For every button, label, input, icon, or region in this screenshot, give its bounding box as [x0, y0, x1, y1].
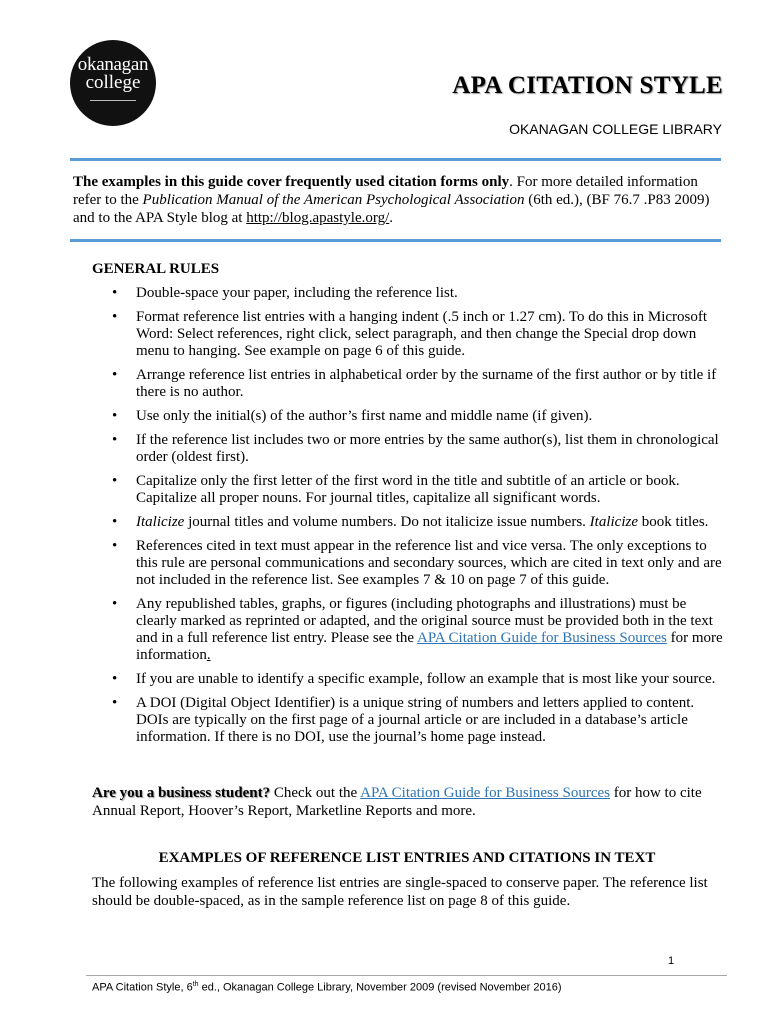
- intro-bold: The examples in this guide cover frequently used citation forms only: [73, 174, 510, 190]
- page-number: 1: [668, 955, 675, 967]
- general-rules-heading: GENERAL RULES: [92, 261, 220, 277]
- logo-line-2: college: [85, 72, 141, 93]
- logo-rule: [90, 100, 136, 101]
- rule-text: Format reference list entries with a hanging indent (.5 inch or 1.27 cm). To do this in Microsoft Word: Select references, right click, select paragraph, and then change the Special drop down menu to hanging. See example on page 6 of this guide.: [136, 309, 708, 359]
- okanagan-college-logo: [70, 40, 156, 126]
- list-item: [92, 432, 730, 466]
- footer-superscript: th: [192, 981, 199, 988]
- rule-text: A DOI (Digital Object Identifier) is a unique string of numbers and letters applied to content. DOIs are typically on the first page of a journal article or are included in a database’s article information. If there is no DOI, use the journal’s home page instead.: [136, 695, 695, 745]
- rule-text: If you are unable to identify a specific example, follow an example that is most like your source.: [136, 671, 716, 687]
- document-subtitle: OKANAGAN COLLEGE LIBRARY: [509, 121, 722, 137]
- business-guide-link[interactable]: APA Citation Guide for Business Sources: [417, 630, 667, 646]
- footer-divider: [86, 975, 727, 976]
- examples-heading: EXAMPLES OF REFERENCE LIST ENTRIES AND CITATIONS IN TEXT: [158, 850, 656, 866]
- list-item: [92, 367, 730, 401]
- list-item: [92, 538, 730, 589]
- business-student-note: [92, 784, 722, 820]
- intro-text-2: (6th ed.), (BF 76.7 .P83 2009) and to the APA Style blog at: [73, 192, 710, 226]
- rule-text: for more information: [136, 630, 723, 663]
- document-title: APA CITATION STYLE: [452, 72, 723, 99]
- rule-text: If the reference list includes two or more entries by the same author(s), list them in chronological order (oldest first).: [136, 432, 719, 465]
- intro-paragraph: [73, 173, 723, 227]
- general-rules-list: [92, 285, 730, 753]
- rule-text: book titles.: [638, 514, 709, 530]
- rule-text: Capitalize only the first letter of the first word in the title and subtitle of an article or book. Capitalize all proper nouns. For journal titles, capitalize all significant words.: [136, 473, 680, 506]
- apastyle-blog-link[interactable]: http://blog.apastyle.org/: [246, 210, 390, 226]
- trailing-period-link[interactable]: .: [206, 647, 211, 663]
- rule-text: Any republished tables, graphs, or figures (including photographs and illustrations) must be clearly marked as reprinted or adapted, and the original source must be provided both in the text and in a full reference list entry. Please see the: [136, 596, 713, 646]
- list-item: [92, 309, 730, 360]
- rule-text: journal titles and volume numbers. Do not italicize issue numbers.: [184, 514, 590, 530]
- italicize-word: Italicize: [589, 514, 638, 530]
- rule-text: Use only the initial(s) of the author’s first name and middle name (if given).: [136, 408, 593, 424]
- business-text-2: for how to cite Annual Report, Hoover’s Report, Marketline Reports and more.: [92, 785, 702, 819]
- business-lead: Are you a business student?: [92, 785, 271, 801]
- top-divider: [70, 158, 721, 161]
- footer-text-2: ed., Okanagan College Library, November 2009 (revised November 2016): [198, 981, 562, 994]
- list-item: [92, 285, 730, 302]
- list-item: [92, 671, 730, 688]
- rule-text: References cited in text must appear in the reference list and vice versa. The only exceptions to this rule are personal communications and secondary sources, which are cited in text only and are not included in the reference list. See examples 7 & 10 on page 7 of this guide.: [136, 538, 722, 588]
- business-guide-link[interactable]: APA Citation Guide for Business Sources: [360, 785, 610, 801]
- list-item: [92, 408, 730, 425]
- italicize-word: Italicize: [136, 514, 185, 530]
- page-footer: [92, 981, 562, 994]
- logo-line-1: okanagan: [77, 54, 149, 75]
- footer-text-1: APA Citation Style, 6: [92, 981, 193, 994]
- examples-paragraph: The following examples of reference list entries are single-spaced to conserve paper. The reference list should be double-spaced, as in the sample reference list on page 8 of this guide.: [92, 875, 708, 909]
- business-text-1: Check out the: [270, 785, 361, 801]
- list-item: [92, 695, 730, 746]
- intro-italic-title: Publication Manual of the American Psychological Association: [142, 192, 525, 208]
- intro-divider: [70, 239, 721, 242]
- list-item: [92, 473, 730, 507]
- rule-text: Double-space your paper, including the reference list.: [136, 285, 458, 301]
- list-item: [92, 596, 730, 664]
- rule-text: Arrange reference list entries in alphabetical order by the surname of the first author or by title if there is no author.: [136, 367, 717, 400]
- list-item: [92, 514, 730, 531]
- intro-text-3: .: [389, 210, 393, 226]
- intro-text-1: . For more detailed information refer to the: [73, 174, 698, 208]
